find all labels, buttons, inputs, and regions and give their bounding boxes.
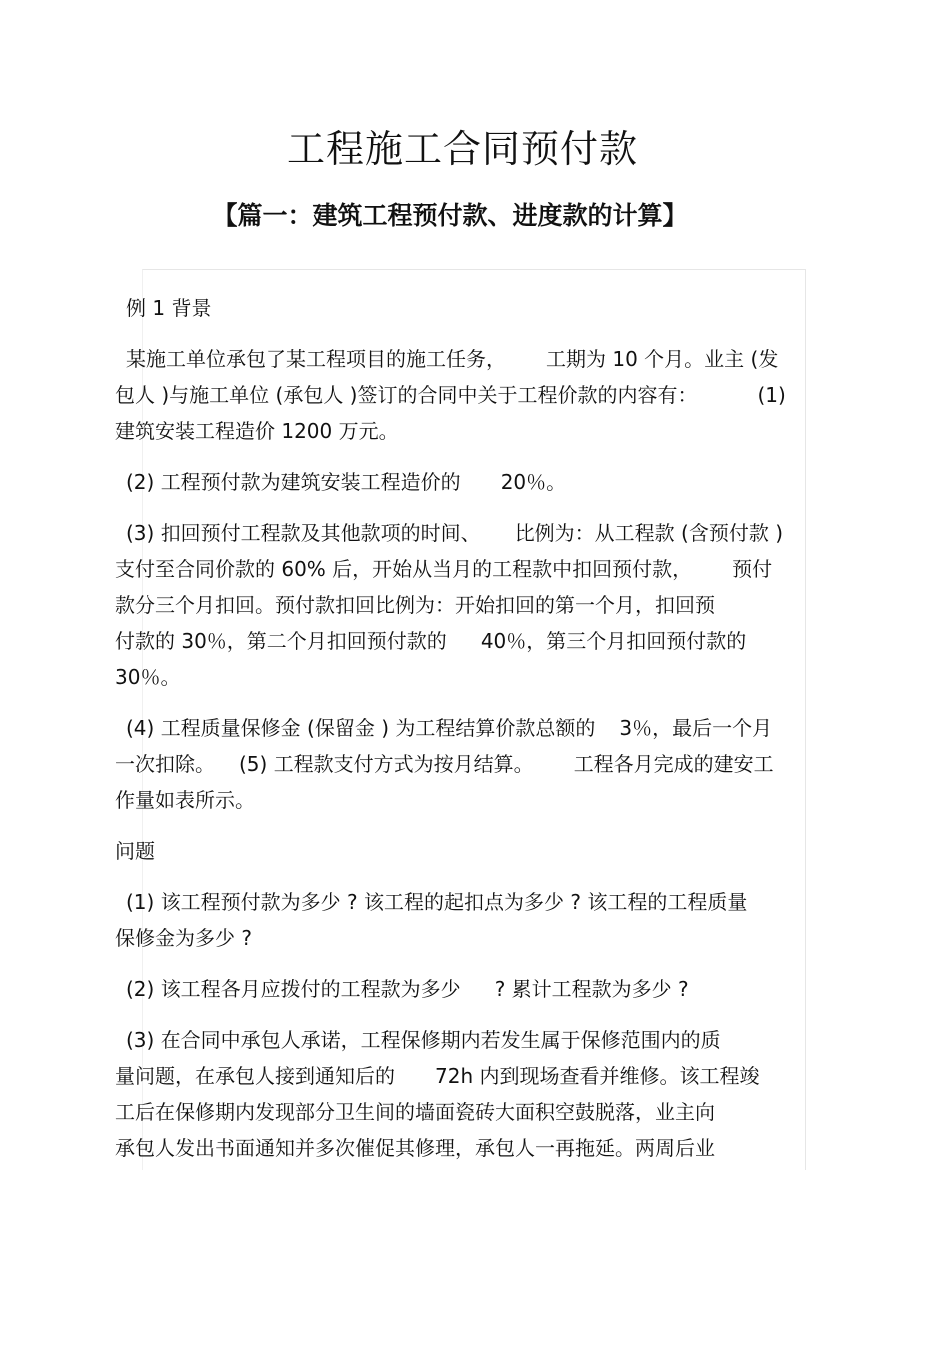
- q1-line1: (1) 该工程预付款为多少 ? 该工程的起扣点为多少 ? 该工程的工程质量: [126, 890, 748, 914]
- questions-heading: 问题: [115, 839, 155, 863]
- para2-a: (2) 工程预付款为建筑安装工程造价的: [126, 470, 461, 494]
- q2-a: (2) 该工程各月应拨付的工程款为多少: [126, 977, 461, 1001]
- example-heading: 例 1 背景: [126, 296, 212, 320]
- q1-line2: 保修金为多少 ?: [115, 926, 252, 950]
- q2-b: ? 累计工程款为多少 ?: [494, 977, 689, 1001]
- para3-line4b: 40％，第三个月扣回预付款的: [480, 629, 747, 653]
- para4-line2c: 工程各月完成的建安工: [573, 752, 774, 776]
- q3-line4: 承包人发出书面通知并多次催促其修理，承包人一再拖延。两周后业: [115, 1136, 715, 1160]
- para3-line2b: 预付: [732, 557, 773, 581]
- question-1: [115, 884, 840, 956]
- para4-line3: 作量如表所示。: [115, 788, 255, 812]
- para3-line2a: 支付至合同价款的 60% 后，开始从当月的工程款中扣回预付款，: [115, 557, 693, 581]
- para1-line1a: 某施工单位承包了某工程项目的施工任务，: [126, 347, 506, 371]
- document-subtitle: 【篇一：建筑工程预付款、进度款的计算】: [212, 201, 688, 230]
- question-3: [115, 1022, 840, 1166]
- document-body: [115, 290, 840, 1181]
- para1-line3: 建筑安装工程造价 1200 万元。: [115, 419, 399, 443]
- para3-line4a: 付款的 30％，第二个月扣回预付款的: [115, 629, 447, 653]
- para4-line1b: 3％，最后一个月: [619, 716, 773, 740]
- para3-line1a: (3) 扣回预付工程款及其他款项的时间、: [126, 521, 481, 545]
- question-2: [115, 971, 840, 1007]
- q3-line2a: 量问题，在承包人接到通知后的: [115, 1064, 395, 1088]
- para4-line2a: 一次扣除。: [115, 752, 215, 776]
- paragraph-background: [115, 341, 840, 449]
- para3-line3: 款分三个月扣回。预付款扣回比例为：开始扣回的第一个月，扣回预: [115, 593, 715, 617]
- para1-line2b: (1): [757, 383, 786, 407]
- document-title: 工程施工合同预付款: [286, 127, 638, 171]
- para3-line1b: 比例为：从工程款 (含预付款 ): [514, 521, 784, 545]
- para4-line1a: (4) 工程质量保修金 (保留金 ) 为工程结算价款总额的: [126, 716, 596, 740]
- paragraph-item-3: [115, 515, 840, 695]
- para1-line1b: 工期为 10 个月。业主 (发: [546, 347, 779, 371]
- para1-line2a: 包人 )与施工单位 (承包人 )签订的合同中关于工程价款的内容有：: [115, 383, 698, 407]
- q3-line3: 工后在保修期内发现部分卫生间的墙面瓷砖大面积空鼓脱落，业主向: [115, 1100, 715, 1124]
- para4-line2b: (5) 工程款支付方式为按月结算。: [239, 752, 534, 776]
- paragraph-item-4: [115, 710, 840, 818]
- paragraph-item-2: [115, 464, 840, 500]
- q3-line2b: 72h 内到现场查看并维修。该工程竣: [435, 1064, 760, 1088]
- q3-line1: (3) 在合同中承包人承诺，工程保修期内若发生属于保修范围内的质: [126, 1028, 721, 1052]
- para2-b: 20％。: [500, 470, 567, 494]
- para3-line5: 30％。: [115, 665, 181, 689]
